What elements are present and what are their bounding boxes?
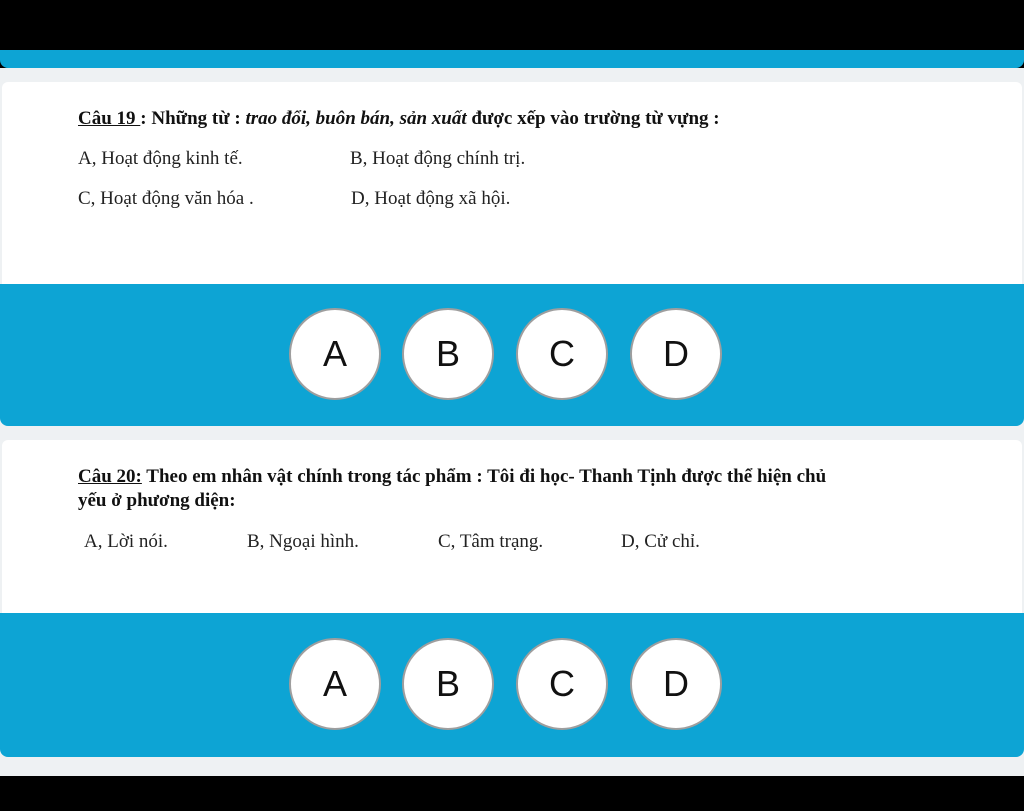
q20-answer-d-button[interactable]: D xyxy=(630,638,722,730)
question-20-text xyxy=(78,465,826,489)
question-19-terms: trao đổi, buôn bán, sản xuất xyxy=(245,108,467,129)
question-20-option-d: D, Cử chỉ. xyxy=(621,531,700,552)
question-20-option-a: A, Lời nói. xyxy=(84,531,168,552)
question-20-option-b: B, Ngoại hình. xyxy=(247,531,359,552)
question-19-text xyxy=(78,107,720,131)
q20-answer-c-button[interactable]: C xyxy=(516,638,608,730)
question-20-option-c: C, Tâm trạng. xyxy=(438,531,544,552)
question-19-lead: : Những từ : xyxy=(140,108,246,129)
question-20-number: Câu 20: xyxy=(78,466,142,487)
question-19-number: Câu 19 xyxy=(78,108,141,129)
question-20-line1: Theo em nhân vật chính trong tác phẩm : Tôi đi học- Thanh Tịnh được thể hiện chủ xyxy=(141,466,827,487)
q19-answer-a-button[interactable]: A xyxy=(289,308,381,400)
q20-answer-a-button[interactable]: A xyxy=(289,638,381,730)
question-20-answer-bar xyxy=(0,613,1024,757)
q19-answer-c-button[interactable]: C xyxy=(516,308,608,400)
q19-answer-b-button[interactable]: B xyxy=(402,308,494,400)
q20-answer-b-button[interactable]: B xyxy=(402,638,494,730)
question-19-option-a: A, Hoạt động kinh tế. xyxy=(78,148,243,169)
bottom-page-strip xyxy=(0,757,1024,776)
question-19-option-b: B, Hoạt động chính trị. xyxy=(350,148,526,169)
question-19-answer-bar xyxy=(0,284,1024,426)
question-19-tail: được xếp vào trường từ vựng : xyxy=(466,108,720,129)
top-accent-strip xyxy=(0,50,1024,68)
question-20-text-line2: yếu ở phương diện: xyxy=(78,490,236,511)
q19-answer-d-button[interactable]: D xyxy=(630,308,722,400)
question-19-option-c: C, Hoạt động văn hóa . xyxy=(78,188,254,209)
question-19-option-d: D, Hoạt động xã hội. xyxy=(351,188,511,209)
